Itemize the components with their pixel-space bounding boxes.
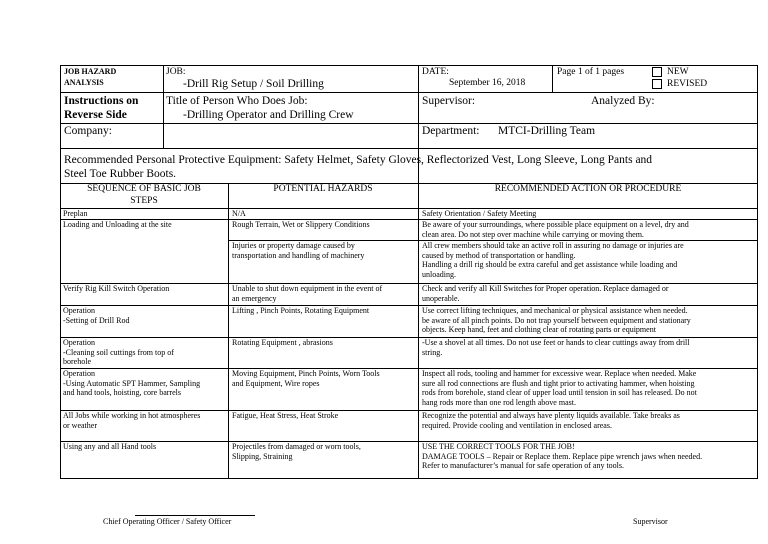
hazard-text-line: Lifting , Pinch Points, Rotating Equipment <box>232 306 370 315</box>
col-divider <box>418 183 419 479</box>
supervisor-signature-label: Supervisor <box>633 517 668 526</box>
action-text-line: USE THE CORRECT TOOLS FOR THE JOB! <box>422 442 575 451</box>
hazard-text-line: an emergency <box>232 293 277 303</box>
step-text-line: Operation <box>63 306 95 315</box>
row-divider <box>60 148 758 149</box>
hazard-text-line: Slipping, Straining <box>232 451 293 461</box>
col-divider <box>228 183 229 479</box>
hazard-text-line: Injuries or property damage caused by <box>232 241 355 250</box>
supervisor-label: Supervisor: <box>422 95 476 107</box>
step-text-line: Verify Rig Kill Switch Operation <box>63 284 170 293</box>
action-header: RECOMMENDED ACTION OR PROCEDURE <box>494 184 682 194</box>
row-6-step-cell <box>63 338 227 367</box>
action-text-line: unloading. <box>422 269 456 279</box>
jha-title-line2: ANALYSIS <box>64 78 104 87</box>
step-text-line: borehole <box>63 357 91 367</box>
step-text-line: Operation <box>63 369 95 378</box>
title-label: Title of Person Who Does Job: <box>166 95 308 107</box>
row-8-action-cell <box>422 411 756 430</box>
action-text-line: string. <box>422 347 443 357</box>
row-1-step-cell <box>63 209 227 219</box>
row-5-action-cell <box>422 306 756 335</box>
action-text-line: Handling a drill rig should be extra careful and get assistance while loading and <box>422 260 678 270</box>
jha-title-line1: JOB HAZARD <box>64 67 117 76</box>
row-2-action-cell <box>422 220 756 239</box>
hazard-text-line: Unable to shut down equipment in the event of <box>232 284 383 293</box>
row-divider <box>60 123 758 124</box>
action-text-line: -Use a shovel at all times. Do not use feet or hands to clear cuttings away from drill <box>422 338 690 347</box>
hazard-text-line: Moving Equipment, Pinch Points, Worn Tools <box>232 369 380 378</box>
revised-checkbox[interactable] <box>652 79 662 89</box>
chief-officer-signature-label: Chief Operating Officer / Safety Officer <box>103 517 232 526</box>
new-checkbox[interactable] <box>652 67 662 77</box>
hazard-text-line: N/A <box>232 209 246 218</box>
hazard-text-line: transportation and handling of machinery <box>232 250 365 260</box>
ppe-line1: Recommended Personal Protective Equipment: Safety Helmet, Safety Gloves, Reflectorized Vest, Long Sleeve, Long Pants and <box>64 154 653 166</box>
department-value: MTCI-Drilling Team <box>498 125 596 137</box>
steps-header-line1: SEQUENCE OF BASIC JOB <box>87 184 201 194</box>
date-value: September 16, 2018 <box>449 78 526 88</box>
action-text-line: Refer to manufacturer’s manual for safe operation of any tools. <box>422 461 624 471</box>
step-text-line: and hand tools, hoisting, core barrels <box>63 388 181 398</box>
action-text-line: required. Provide cooling and ventilation in enclosed areas. <box>422 420 612 430</box>
row-7-action-cell <box>422 369 756 407</box>
action-text-line: sure all rod connections are flush and tight prior to activating hammer, when hoisting <box>422 378 695 388</box>
row-7-hazard-cell <box>232 369 417 388</box>
action-text-line: All crew members should take an active roll in assuring no damage or injuries are <box>422 241 684 250</box>
step-text-line: Preplan <box>63 209 88 218</box>
row-4-step-cell <box>63 284 227 294</box>
col-divider <box>163 65 164 148</box>
step-text-line: All Jobs while working in hot atmospheres <box>63 411 201 420</box>
row-divider <box>60 92 758 93</box>
job-value: -Drill Rig Setup / Soil Drilling <box>183 78 324 90</box>
action-text-line: Use correct lifting techniques, and mechanical or physical assistance when needed. <box>422 306 688 315</box>
hazard-text-line: Projectiles from damaged or worn tools, <box>232 442 361 451</box>
row-8-hazard-cell <box>232 411 417 421</box>
new-label: NEW <box>667 67 689 77</box>
revised-label: REVISED <box>667 79 708 89</box>
row-6-action-cell <box>422 338 756 357</box>
step-text-line: -Using Automatic SPT Hammer, Sampling <box>63 378 201 388</box>
hazards-header: POTENTIAL HAZARDS <box>273 184 373 194</box>
instructions-line2: Reverse Side <box>64 109 127 121</box>
step-text-line: or weather <box>63 420 97 430</box>
title-value: -Drilling Operator and Drilling Crew <box>183 109 354 121</box>
instructions-line1: Instructions on <box>64 95 139 107</box>
hazard-text-line: Rotating Equipment , abrasions <box>232 338 333 347</box>
hazard-text-line: Fatigue, Heat Stress, Heat Stroke <box>232 411 339 420</box>
action-text-line: Recognize the potential and always have plenty liquids available. Take breaks as <box>422 411 680 420</box>
row-2-hazard-cell <box>232 220 417 230</box>
row-1-action-cell <box>422 209 756 219</box>
action-text-line: caused by method of transportation or handling. <box>422 250 576 260</box>
row-9-action-cell <box>422 442 756 471</box>
row-8-step-cell <box>63 411 227 430</box>
department-label: Department: <box>422 125 480 137</box>
row-6-hazard-cell <box>232 338 417 348</box>
company-label: Company: <box>64 125 112 137</box>
action-text-line: Check and verify all Kill Switches for Proper operation. Replace damaged or <box>422 284 669 293</box>
row-4-hazard-cell <box>232 284 417 303</box>
page-count: Page 1 of 1 pages <box>557 67 625 77</box>
action-text-line: unoperable. <box>422 293 460 303</box>
row-7-step-cell <box>63 369 227 398</box>
step-text-line: -Cleaning soil cuttings from top of <box>63 347 174 357</box>
action-text-line: Safety Orientation / Safety Meeting <box>422 209 537 218</box>
step-text-line: Loading and Unloading at the site <box>63 220 172 229</box>
row-3-hazard-cell <box>232 241 417 260</box>
row-2-step-cell <box>63 220 227 230</box>
row-4-action-cell <box>422 284 756 303</box>
row-1-hazard-cell <box>232 209 417 219</box>
col-divider <box>552 65 553 92</box>
row-3-action-cell <box>422 241 756 279</box>
analyzed-by-label: Analyzed By: <box>591 95 655 107</box>
steps-header-line2: STEPS <box>130 196 158 206</box>
action-text-line: rods from borehole, stand clear of upper load until tension in soil has released. Do not <box>422 388 697 398</box>
action-text-line: be aware of all pinch points. Do not trap yourself between equipment and stationary <box>422 315 691 325</box>
date-label: DATE: <box>422 67 449 77</box>
row-9-hazard-cell <box>232 442 417 461</box>
hazard-text-line: and Equipment, Wire ropes <box>232 378 320 388</box>
action-text-line: objects. Keep hand, feet and clothing clear of rotating parts or equipment <box>422 325 656 335</box>
job-label: JOB: <box>166 67 186 77</box>
step-text-line: Using any and all Hand tools <box>63 442 157 451</box>
action-text-line: hang rods more than one rod length above mast. <box>422 397 576 407</box>
signature-line <box>135 515 255 516</box>
hazard-text-line: Rough Terrain, Wet or Slippery Conditions <box>232 220 370 229</box>
action-text-line: clean area. Do not step over machine while carrying or moving them. <box>422 229 644 239</box>
ppe-line2: Steel Toe Rubber Boots. <box>64 168 177 180</box>
step-text-line: -Setting of Drill Rod <box>63 315 130 325</box>
row-9-step-cell <box>63 442 227 452</box>
row-5-step-cell <box>63 306 227 325</box>
step-text-line: Operation <box>63 338 95 347</box>
action-text-line: DAMAGE TOOLS – Repair or Replace them. Replace pipe wrench jaws when needed. <box>422 451 703 461</box>
action-text-line: Be aware of your surroundings, where possible place equipment on a level, dry and <box>422 220 689 229</box>
action-text-line: Inspect all rods, tooling and hammer for excessive wear. Replace when needed. Make <box>422 369 697 378</box>
row-5-hazard-cell <box>232 306 417 316</box>
